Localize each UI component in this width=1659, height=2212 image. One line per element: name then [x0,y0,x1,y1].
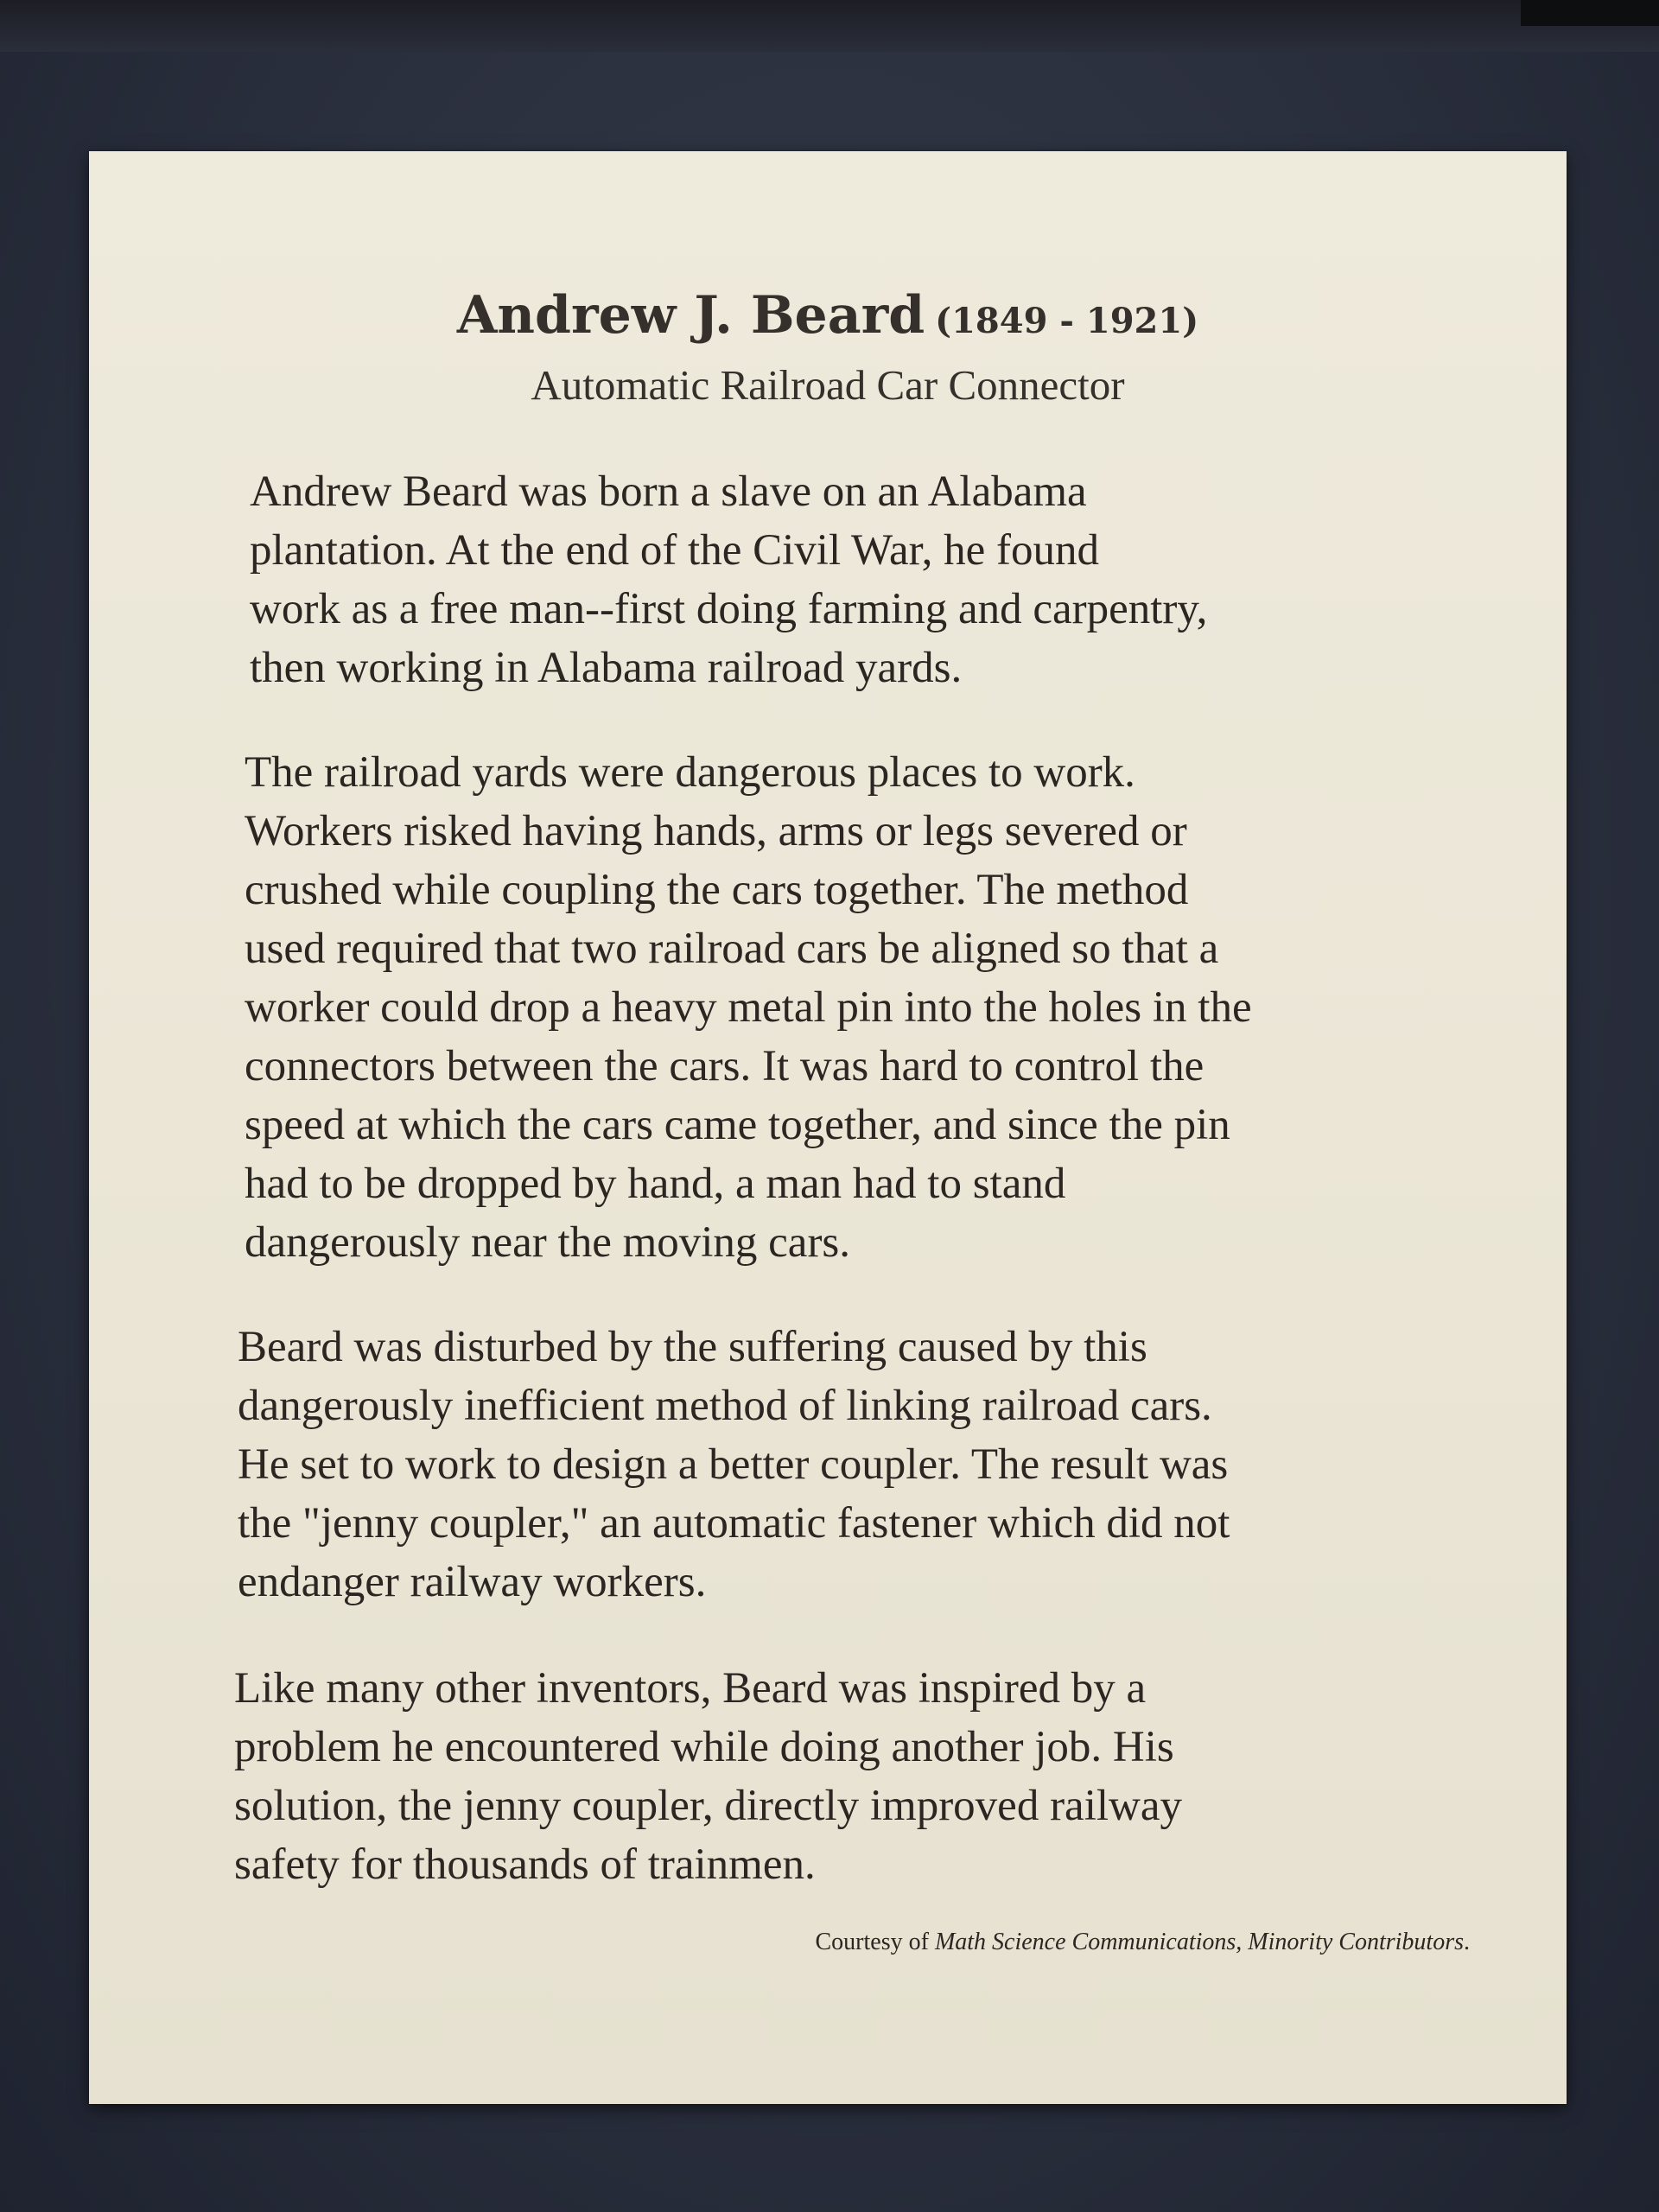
display-board-top-edge [0,0,1659,52]
text-line: plantation. At the end of the Civil War, he found [250,526,1099,575]
invention-subtitle: Automatic Railroad Car Connector [531,361,1125,409]
life-dates: (1849 - 1921) [935,301,1199,341]
text-line: solution, the jenny coupler, directly improved railway [234,1782,1182,1830]
title-line [89,285,1567,346]
text-line: work as a free man--first doing farming and carpentry, [250,585,1208,633]
text-line: then working in Alabama railroad yards. [250,644,963,692]
text-line: the "jenny coupler," an automatic fastener which did not [238,1499,1230,1548]
credit-suffix: . [1464,1929,1470,1955]
text-line: The railroad yards were dangerous places to work. [245,748,1135,797]
credit-source: Math Science Communications, Minority Contributors [934,1929,1464,1955]
text-line: speed at which the cars came together, and since the pin [245,1101,1230,1149]
paragraph-jenny-coupler [238,1318,1516,1611]
paragraph-early-life [250,462,1529,697]
text-line: endanger railway workers. [238,1558,707,1606]
text-line: He set to work to design a better coupler. The result was [238,1440,1229,1489]
text-line: Workers risked having hands, arms or legs severed or [245,807,1187,855]
text-line: Beard was disturbed by the suffering caused by this [238,1323,1147,1371]
inventor-name: Andrew J. Beard [456,285,925,346]
text-line: worker could drop a heavy metal pin into the holes in the [245,983,1252,1032]
text-line: used required that two railroad cars be aligned so that a [245,925,1219,973]
text-line: had to be dropped by hand, a man had to stand [245,1160,1066,1208]
text-line: crushed while coupling the cars together. The method [245,866,1189,914]
paragraph-legacy [234,1659,1513,1894]
courtesy-credit [816,1929,1471,1956]
card-header [89,285,1567,410]
text-line: safety for thousands of trainmen. [234,1840,816,1889]
display-board-corner [1521,0,1659,26]
paragraph-railroad-dangers [245,743,1523,1272]
text-line: problem he encountered while doing another job. His [234,1723,1174,1771]
text-line: Like many other inventors, Beard was inspired by a [234,1664,1147,1713]
credit-prefix: Courtesy of [815,1929,929,1955]
exhibit-card [89,151,1567,2104]
text-line: dangerously near the moving cars. [245,1218,851,1267]
text-line: dangerously inefficient method of linking railroad cars. [238,1382,1212,1430]
text-line: connectors between the cars. It was hard to control the [245,1042,1205,1090]
text-line: Andrew Beard was born a slave on an Alabama [250,467,1087,516]
